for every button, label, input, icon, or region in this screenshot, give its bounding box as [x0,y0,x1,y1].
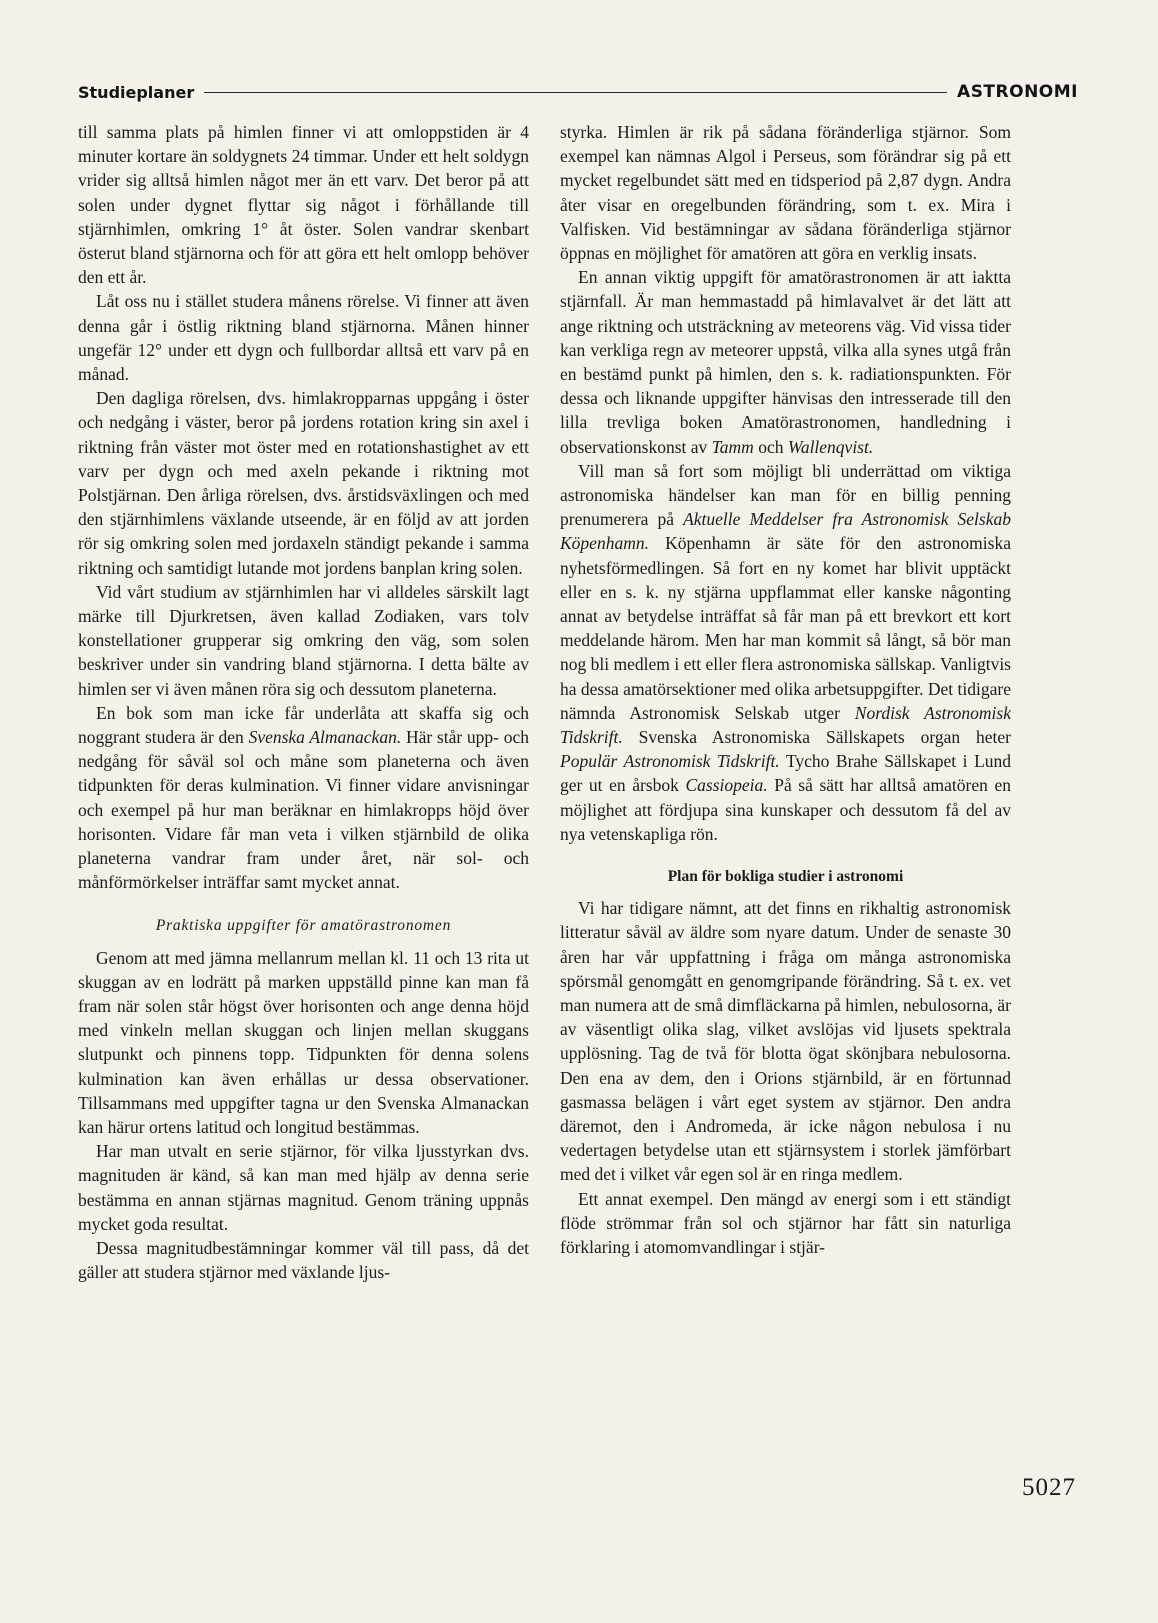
author-name: Wallenqvist. [787,436,874,457]
right-column [560,120,1011,1259]
text-run: På så sätt har alltså amatören en möjlighet att fördjupa sina kunskaper och dessutom få del av nya vetenskapliga rön. [560,775,1011,844]
paragraph: Den dagliga rörelsen, dvs. himlakropparnas uppgång i öster och nedgång i väster, beror på jordens rotation kring sin axel i riktning från väster mot öster med en rotationshastighet av ett varv per dygn och med axeln pekande i riktning mot Polstjärnan. Den årliga rörelsen, dvs. årstidsväxlingen och med den stjärnhimlens växlande utseende, är en följd av att jorden rör sig omkring solen med jordaxeln ständigt pekande i samma riktning och samtidigt lutande mot jordens banplan kring solen. [78,388,529,578]
publication-title: Populär Astronomisk Tidskrift. [560,751,780,772]
left-column [78,120,529,1284]
paragraph: Har man utvalt en serie stjärnor, för vilka ljusstyrkan dvs. magnituden är känd, så kan man med hjälp av denna serie bestämma en annan stjärnas magnitud. Genom träning uppnås mycket goda resultat. [78,1141,529,1234]
subject-title: ASTRONOMI [957,82,1078,102]
publication-title: Aktuelle Meddelser fra Astronomisk Selskab Köpenhamn. [560,509,1011,554]
text-run: Tycho Brahe Sällskapet i Lund ger ut en årsbok [560,751,1012,796]
text-run: Vill man så fort som möjligt bli underrättad om viktiga astronomiska händelser kan man för en billig penning prenumerera på [560,460,1011,530]
paragraph: styrka. Himlen är rik på sådana föränderliga stjärnor. Som exempel kan nämnas Algol i Perseus, som förändrar sig på ett mycket regelbundet sätt med en tidsperiod på 2,87 dygn. Andra åter visar en oregelbunden förändring, som t. ex. Mira i Valfisken. Vid bestämningar av sådana föränderliga stjärnor öppnas en möjlighet för amatören att göra en verklig insats. [560,122,1011,264]
paragraph: Dessa magnitudbestämningar kommer väl till pass, då det gäller att studera stjärnor med växlande ljus- [78,1237,529,1283]
paragraph: Genom att med jämna mellanrum mellan kl. 11 och 13 rita ut skuggan av en lodrätt på marken uppställd pinne kan man få fram när solen står högst över horisonten och ange denna höjd med vinkeln mellan skuggan och linjen mellan skuggans slutpunkt och pinnens topp. Tidpunkten för denna solens kulmination kan även erhållas ur dessa observationer. Tillsammans med uppgifter tagna ur den Svenska Almanackan kan härur ortens latitud och longitud bestämmas. [78,947,529,1137]
paragraph [78,701,529,895]
text-run: Köpenhamn är säte för den astronomiska nyhetsförmedlingen. Så fort en ny komet har blivit upptäckt eller en s. k. ny stjärna uppflammat eller kanske någonting annat av betydelse inträffat så får man på ett brevkort ett kort meddelande härom. Men har man kommit så långt, så bör man nog bli medlem i ett eller flera astronomiska sällskap. Vanligtvis ha dessa amatörsektioner med olika arbetsuppgifter. Det tidigare nämnda Astronomisk Selskab utger [560,533,1011,723]
text-run: En annan viktig uppgift för amatörastronomen är att iaktta stjärnfall. Är man hemmastadd på himlavalvet är det lätt att ange riktning och utsträckning av meteorens väg. Vid vissa tider kan verkliga regn av meteorer uppstå, vilka alla synes utgå från en bestämd punkt på himlen, den s. k. radiationspunkten. För dessa och liknande uppgifter hänvisas den intresserade till den lilla trevliga boken Amatörastronomen, handledning i observationskonst av [560,267,1011,457]
publication-title: Nordisk Astronomisk Tidskrift. [560,702,1011,748]
text-run: En bok som man icke får underlåta att skaffa sig och noggrant studera är den [78,702,529,748]
paragraph: Ett annat exempel. Den mängd av energi som i ett ständigt flöde strömmar från sol och stjärnor har fått sin naturliga förklaring i atomomvandlingar i stjär- [560,1188,1011,1257]
text-run: Här står upp- och nedgång för såväl sol och måne som planeterna och även tidpunkten för deras kulmination. Vi finner vidare anvisningar och exempel på hur man beräknar en himlakropps höjd över horisonten. Vidare får man veta i vilken stjärnbild de olika planeterna vandrar fram under året, när sol- och månförmörkelser inträffar samt mycket annat. [78,727,529,893]
publication-title: Cassiopeia. [685,775,768,796]
section-label: Studieplaner [78,82,195,102]
running-header [78,80,1078,104]
paragraph: till samma plats på himlen finner vi att omloppstiden är 4 minuter kortare än soldygnets 24 timmar. Under ett helt soldygn vrider sig alltså himlen något mer än ett varv. Det beror på att solen under dygnet flyttar sig något i förhållande till stjärnhimlen, omkring 1° åt öster. Solen vandrar skenbart österut bland stjärnorna och för att göra ett helt omlopp behöver den ett år. [78,122,529,288]
section-heading: Plan för bokliga studier i astronomi [667,868,904,886]
section-heading: Praktiska uppgifter för amatörastronomen [155,916,452,934]
header-rule [204,92,947,93]
text-run: och [753,436,788,457]
paragraph: Vid vårt studium av stjärnhimlen har vi alldeles särskilt lagt märke till Djurkretsen, även kallad Zodiaken, vars tolv konstellationer grupperar sig omkring den väg, som solen beskriver under sin vandring bland stjärnorna. I detta bälte av himlen ser vi även månen röra sig och dessutom planeterna. [78,581,529,699]
paragraph [560,459,1011,846]
book-title: Svenska Almanackan. [248,727,402,748]
page-number: 5027 [1022,1474,1076,1501]
paragraph: Vi har tidigare nämnt, att det finns en rikhaltig astronomisk litteratur såväl av äldre som nyare datum. Under de senaste 30 åren har vår uppfattning i fråga om många astronomiska spörsmål genomgått en genomgripande förändring. Så t. ex. vet man numera att de små dimfläckarna på himlen, nebulosorna, är av väsentligt olika slag, vilket avslöjas vid ljusets spektrala upplösning. Tag de två för blotta ögat skönjbara nebulosorna. Den ena av dem, den i Orions stjärnbild, är en förtunnad gasmassa belägen i vårt eget system av stjärnor. Den andra däremot, den i Andromeda, är icke någon nebulosa i nu vedertagen betydelse utan ett stjärnsystem i storlek jämförbart med det i vilket vår egen sol är en ringa medlem. [560,898,1011,1185]
paragraph: Låt oss nu i stället studera månens rörelse. Vi finner att även denna går i östlig riktning bland stjärnorna. Månen hinner ungefär 12° under ett dygn och fullbordar alltså ett varv på en månad. [78,291,529,385]
text-run: Svenska Astronomiska Sällskapets organ heter [622,727,1011,748]
author-name: Tamm [711,436,754,457]
paragraph [560,265,1011,459]
